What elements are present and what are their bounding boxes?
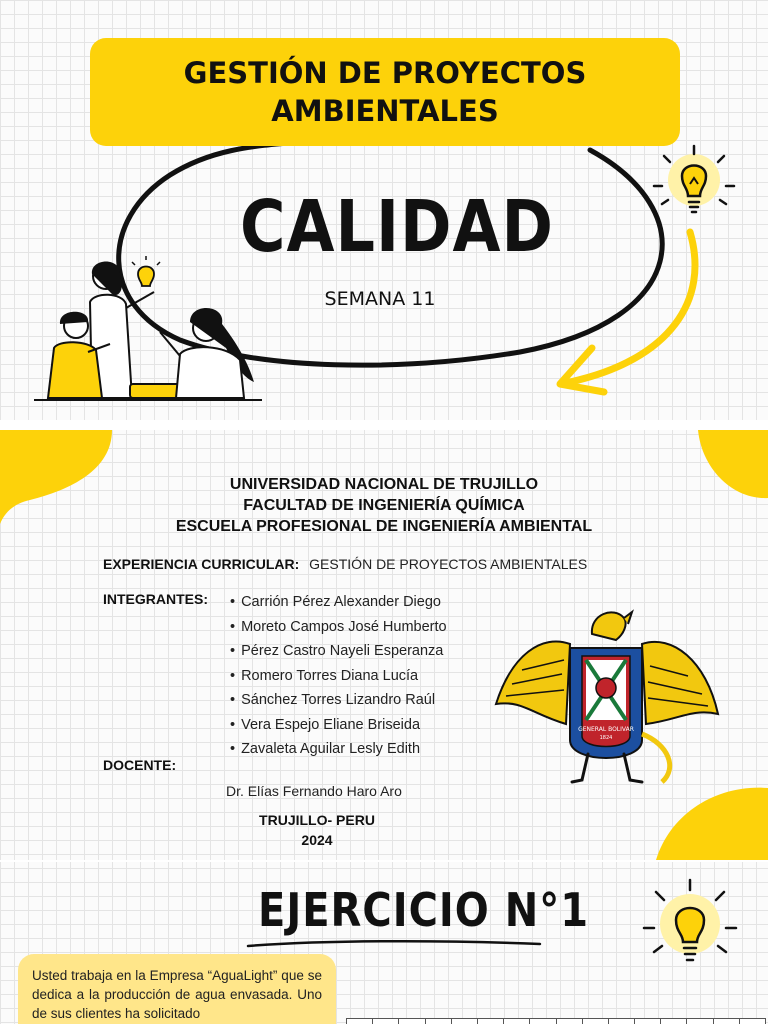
crest-year: 1824 <box>599 735 613 741</box>
exercise-text: Usted trabaja en la Empresa “AguaLight” que se dedica a la producción de agua envasada. Uno de sus clientes ha solicitado <box>32 968 322 1021</box>
members-list <box>230 590 447 762</box>
city: TRUJILLO- PERU <box>259 812 375 828</box>
crest-motto: GENERAL BOLIVAR <box>578 726 634 733</box>
university-heading <box>0 474 768 537</box>
cover-big-word: CALIDAD <box>240 184 554 269</box>
exercise-text-box <box>18 954 336 1024</box>
yellow-blob-bottom-right <box>656 784 768 860</box>
members-label: INTEGRANTES: <box>103 591 208 607</box>
teacher-name: Dr. Elías Fernando Haro Aro <box>226 783 402 799</box>
university-name: UNIVERSIDAD NACIONAL DE TRUJILLO <box>229 476 539 493</box>
students-illustration <box>30 252 270 412</box>
cover-week: SEMANA 11 <box>324 288 436 310</box>
table-row <box>347 1019 766 1024</box>
list-item: • Vera Espejo Eliane Briseida <box>230 713 447 738</box>
faculty-name: FACULTAD DE INGENIERÍA QUÍMICA <box>243 497 525 514</box>
list-item: • Pérez Castro Nayeli Esperanza <box>230 639 447 664</box>
school-name: ESCUELA PROFESIONAL DE INGENIERÍA AMBIENTAL <box>175 518 593 535</box>
list-item: • Zavaleta Aguilar Lesly Edith <box>230 737 447 762</box>
lightbulb-icon <box>650 142 740 222</box>
course-label: EXPERIENCIA CURRICULAR: <box>103 556 300 572</box>
cover-page <box>0 0 768 420</box>
list-item: • Romero Torres Diana Lucía <box>230 664 447 689</box>
exercise-page <box>0 862 768 1024</box>
cover-title-banner <box>90 38 680 146</box>
data-table-preview <box>346 1018 766 1024</box>
course-row <box>103 556 587 572</box>
year: 2024 <box>301 832 333 848</box>
list-item: • Sánchez Torres Lizandro Raúl <box>230 688 447 713</box>
list-item: • Moreto Campos José Humberto <box>230 615 447 640</box>
list-item: • Carrión Pérez Alexander Diego <box>230 590 447 615</box>
title-underline <box>244 938 544 950</box>
cover-title: GESTIÓN DE PROYECTOS AMBIENTALES <box>183 56 587 128</box>
page-separator <box>0 420 768 430</box>
university-crest-icon <box>492 604 722 784</box>
course-value: GESTIÓN DE PROYECTOS AMBIENTALES <box>309 556 588 572</box>
teacher-label: DOCENTE: <box>103 757 177 773</box>
exercise-title: EJERCICIO N°1 <box>258 884 590 938</box>
institution-page <box>0 430 768 860</box>
lightbulb-icon <box>642 878 742 970</box>
place-block <box>232 810 402 850</box>
